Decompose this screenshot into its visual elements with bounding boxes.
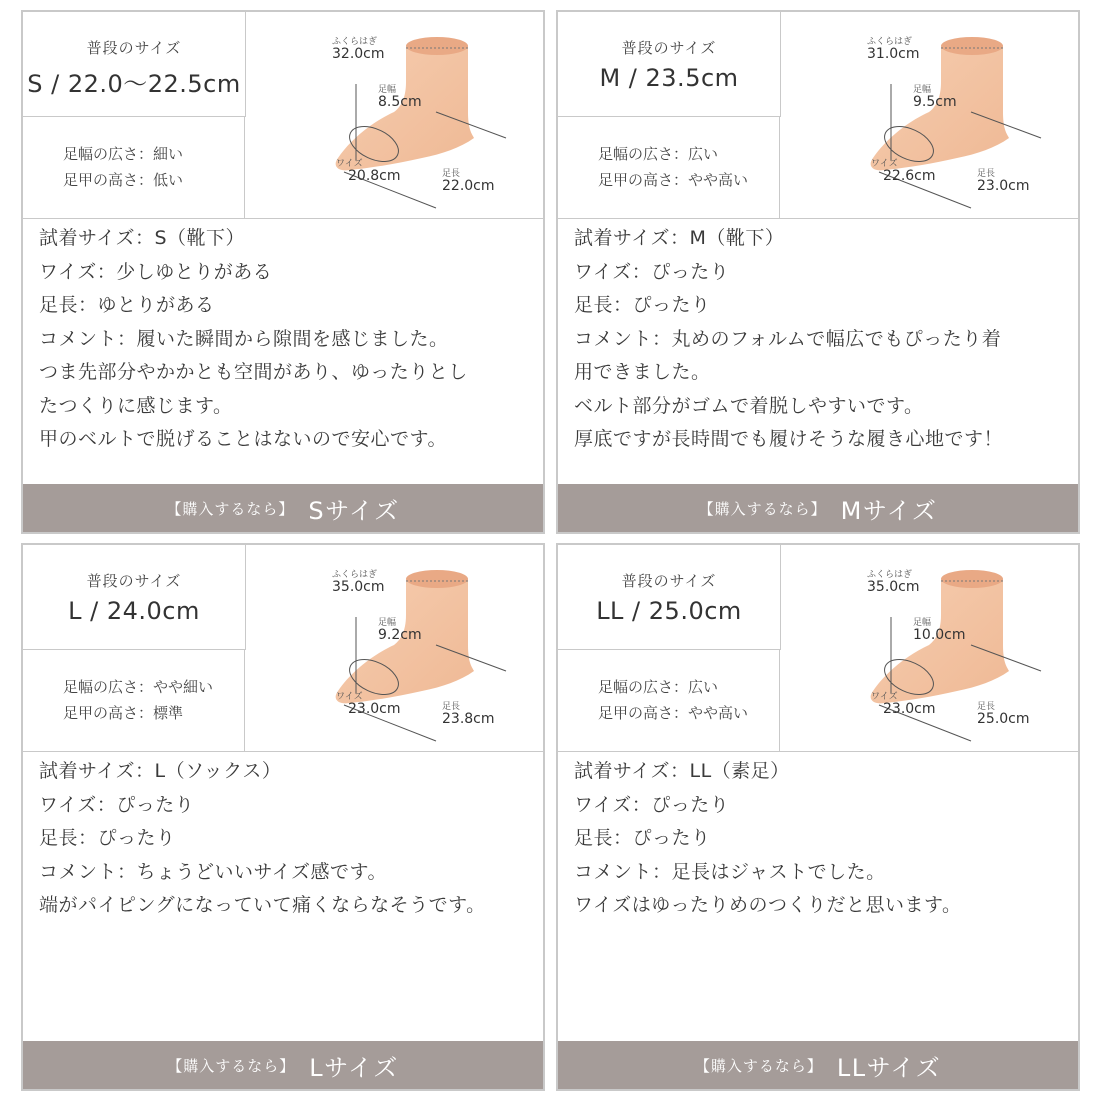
review-line: 試着サイズ：L（ソックス） [39,760,282,782]
foot-width-value: 9.5cm [913,94,957,110]
review-line: 足長：ぴったり [574,827,711,849]
wise-value: 23.0cm [883,701,936,717]
card-header [23,545,543,752]
normal-size-box [558,545,781,650]
review-text [39,222,535,457]
size-review-card [556,543,1080,1091]
calf-caption: ふくらはぎ [867,570,913,580]
review-line: 足長：ぴったり [39,827,176,849]
foot-width-caption: 足幅 [913,618,932,628]
normal-size-value: LL / 25.0cm [596,597,742,625]
calf-value: 35.0cm [332,579,385,595]
purchase-prefix: 【購入するなら】 [166,499,295,518]
calf-caption: ふくらはぎ [332,37,378,47]
purchase-prefix: 【購入するなら】 [694,1056,823,1075]
foot-illustration [246,545,542,751]
card-header [558,12,1078,219]
review-text [39,755,535,923]
instep-height-line: 足甲の高さ：低い [63,171,184,189]
normal-size-box [558,12,781,117]
review-line: コメント：足長はジャストでした。 [574,860,886,883]
instep-height-line: 足甲の高さ：やや高い [598,171,749,189]
foot-length-caption: 足長 [977,702,996,712]
review-text [574,222,1070,457]
foot-length-caption: 足長 [442,702,461,712]
calf-value: 32.0cm [332,46,385,62]
foot-width-line: 足幅の広さ：やや細い [63,678,214,696]
foot-diagram [246,12,542,218]
foot-shape-box [23,649,245,751]
calf-value: 31.0cm [867,46,920,62]
purchase-size: Sサイズ [308,496,400,525]
size-review-card [556,10,1080,534]
review-line: 甲のベルトで脱げることはないので安心です。 [39,428,447,450]
foot-width-caption: 足幅 [913,85,932,95]
ankle-top [406,570,468,588]
wise-caption: ワイズ [871,159,898,169]
wise-caption: ワイズ [336,159,363,169]
ankle-top [941,570,1003,588]
review-line: たつくりに感じます。 [39,394,233,417]
normal-size-value: L / 24.0cm [68,597,200,625]
ankle-top [406,37,468,55]
review-line: 試着サイズ：M（靴下） [574,227,785,249]
review-line: ワイズはゆったりめのつくりだと思います。 [574,894,962,916]
purchase-prefix: 【購入するなら】 [698,499,827,518]
purchase-recommendation-bar [23,484,543,532]
normal-size-caption: 普段のサイズ [86,572,182,590]
foot-length-value: 22.0cm [442,178,495,194]
foot-length-value: 23.8cm [442,711,495,727]
review-line: ワイズ：ぴったり [574,793,730,816]
foot-length-caption: 足長 [977,169,996,179]
review-line: コメント：ちょうどいいサイズ感です。 [39,860,387,883]
foot-shape-box [558,649,780,751]
foot-width-line: 足幅の広さ：広い [598,145,719,163]
wise-caption: ワイズ [336,692,363,702]
foot-width-value: 9.2cm [378,627,422,643]
review-line: 試着サイズ：LL（素足） [574,760,790,782]
purchase-prefix: 【購入するなら】 [167,1056,296,1075]
purchase-size: Mサイズ [840,496,938,525]
size-review-card [21,10,545,534]
review-line: 足長：ゆとりがある [39,294,215,316]
card-header [23,12,543,219]
foot-diagram [246,545,542,751]
foot-length-value: 23.0cm [977,178,1030,194]
purchase-size: Lサイズ [309,1053,399,1082]
foot-length-value: 25.0cm [977,711,1030,727]
foot-illustration [246,12,542,218]
foot-width-caption: 足幅 [378,618,397,628]
foot-length-caption: 足長 [442,169,461,179]
foot-illustration [781,545,1077,751]
review-line: ワイズ：少しゆとりがある [39,260,273,283]
instep-height-line: 足甲の高さ：標準 [63,704,184,722]
wise-value: 23.0cm [348,701,401,717]
normal-size-value: M / 23.5cm [599,64,739,92]
normal-size-box [23,12,246,117]
wise-value: 20.8cm [348,168,401,184]
calf-value: 35.0cm [867,579,920,595]
calf-caption: ふくらはぎ [332,570,378,580]
review-line: つま先部分やかかとも空間があり、ゆったりとし [39,361,468,383]
review-line: コメント：丸めのフォルムで幅広でもぴったり着 [574,327,1002,350]
review-text [574,755,1070,923]
instep-height-line: 足甲の高さ：やや高い [598,704,749,722]
foot-shape-box [558,116,780,218]
wise-caption: ワイズ [871,692,898,702]
foot-width-value: 8.5cm [378,94,422,110]
foot-diagram [781,545,1077,751]
size-review-card [21,543,545,1091]
review-line: 端がパイピングになっていて痛くならなそうです。 [39,894,486,916]
purchase-recommendation-bar [558,484,1078,532]
review-line: 用できました。 [574,361,711,383]
review-line: ワイズ：ぴったり [39,793,195,816]
review-line: ワイズ：ぴったり [574,260,730,283]
normal-size-caption: 普段のサイズ [621,572,717,590]
foot-shape-box [23,116,245,218]
foot-width-caption: 足幅 [378,85,397,95]
normal-size-box [23,545,246,650]
foot-diagram [781,12,1077,218]
purchase-recommendation-bar [23,1041,543,1089]
calf-caption: ふくらはぎ [867,37,913,47]
foot-width-line: 足幅の広さ：細い [63,145,184,163]
review-line: コメント：履いた瞬間から隙間を感じました。 [39,327,449,350]
review-line: 試着サイズ：S（靴下） [39,227,246,249]
ankle-top [941,37,1003,55]
card-header [558,545,1078,752]
purchase-recommendation-bar [558,1041,1078,1089]
purchase-size: LLサイズ [836,1053,942,1082]
normal-size-value: S / 22.0〜22.5cm [27,70,241,98]
foot-width-value: 10.0cm [913,627,966,643]
review-line: 足長：ぴったり [574,294,711,316]
normal-size-caption: 普段のサイズ [86,39,182,57]
normal-size-caption: 普段のサイズ [621,39,717,57]
foot-illustration [781,12,1077,218]
review-line: 厚底ですが長時間でも履けそうな履き心地です！ [574,428,1004,450]
review-line: ベルト部分がゴムで着脱しやすいです。 [574,394,924,417]
foot-width-line: 足幅の広さ：広い [598,678,719,696]
wise-value: 22.6cm [883,168,936,184]
